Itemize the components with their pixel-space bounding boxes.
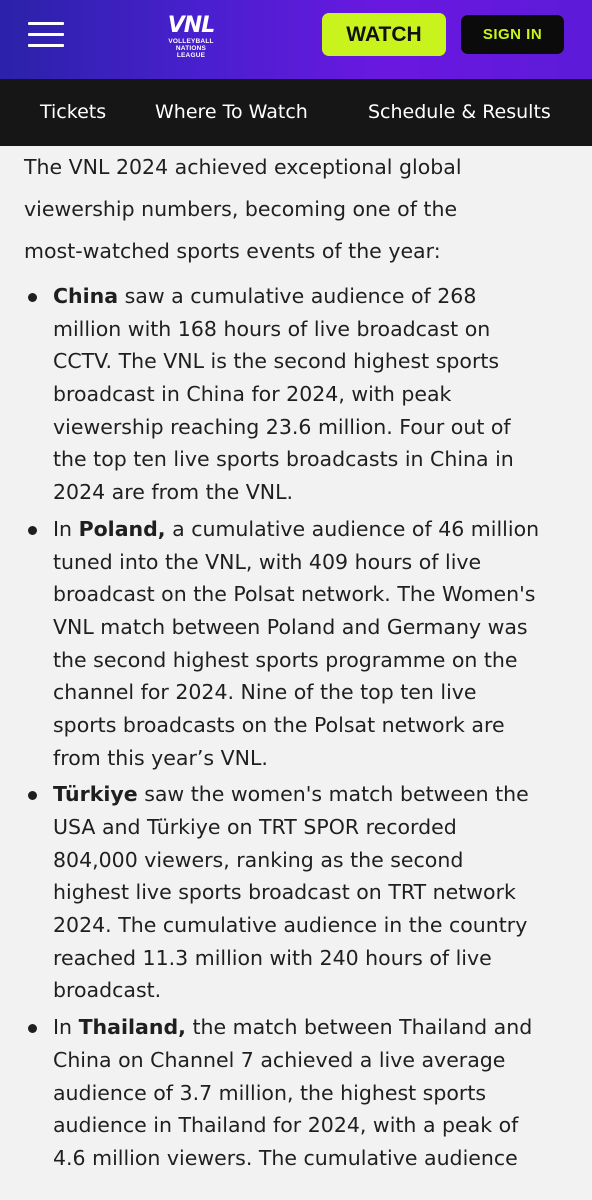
list-item-china [0, 280, 592, 509]
article-content [0, 146, 592, 1200]
list-line: CCTV. The VNL is the second highest sports [53, 349, 500, 374]
viewership-list [0, 280, 592, 1175]
list-line: broadcast in China for 2024, with peak [53, 382, 452, 407]
bullet-dot [28, 1024, 37, 1033]
logo-subtitle-2: NATIONS LEAGUE [175, 45, 207, 59]
list-line: 4.6 million viewers. The cumulative audience [53, 1145, 518, 1170]
country-name: Thailand, [78, 1015, 186, 1040]
main-nav [0, 79, 592, 146]
list-line: saw the women's match between the [137, 782, 529, 807]
country-name: Türkiye [53, 782, 138, 807]
list-line: the match between Thailand and [185, 1015, 533, 1040]
menu-icon[interactable] [28, 22, 64, 48]
nav-item-schedule-results[interactable]: Schedule & Results [368, 101, 551, 123]
list-line: broadcast on the Polsat network. The Women's [53, 582, 536, 607]
bullet-dot [28, 293, 37, 302]
bullet-dot [28, 526, 37, 535]
list-line: the top ten live sports broadcasts in China in [53, 447, 514, 472]
article-intro [24, 146, 592, 272]
list-lead: In [53, 1015, 79, 1040]
watch-button[interactable]: WATCH [322, 13, 446, 56]
country-name: Poland, [78, 516, 166, 541]
nav-item-where-to-watch[interactable]: Where To Watch [155, 101, 308, 123]
list-line: USA and Türkiye on TRT SPOR recorded [53, 815, 457, 839]
list-line: audience of 3.7 million, the highest sports [53, 1080, 487, 1105]
intro-line: viewership numbers, becoming one of the [24, 197, 458, 221]
list-line: saw a cumulative audience of 268 [118, 284, 477, 308]
top-header [0, 0, 592, 79]
country-name: China [53, 284, 119, 308]
list-line: audience in Thailand for 2024, with a peak of [53, 1113, 519, 1138]
list-line: broadcast. [53, 978, 162, 1003]
vnl-logo[interactable] [163, 14, 219, 62]
list-line: a cumulative audience of 46 million [165, 516, 540, 541]
intro-line: most-watched sports events of the year: [24, 239, 441, 263]
list-line: VNL match between Poland and Germany was [53, 614, 528, 639]
sign-in-button[interactable]: SIGN IN [461, 15, 564, 54]
list-line: China on Channel 7 achieved a live average [53, 1047, 506, 1072]
list-line: sports broadcasts on the Polsat network are [53, 712, 505, 737]
list-line: highest live sports broadcast on TRT network [53, 880, 516, 905]
list-line: reached 11.3 million with 240 hours of live [53, 945, 492, 970]
list-line: viewership reaching 23.6 million. Four out of [53, 414, 511, 439]
list-line: million with 168 hours of live broadcast on [53, 316, 491, 341]
list-line: 2024. The cumulative audience in the country [53, 913, 528, 938]
logo-wordmark: VNL [167, 13, 215, 38]
nav-scroll-fade [556, 79, 592, 146]
list-item-thailand [0, 1011, 592, 1174]
list-line: the second highest sports programme on the [53, 647, 518, 672]
list-line: 804,000 viewers, ranking as the second [53, 847, 464, 872]
list-item-poland [0, 513, 592, 775]
bullet-dot [28, 791, 37, 800]
list-line: tuned into the VNL, with 409 hours of live [53, 549, 482, 574]
logo-subtitle-1: VOLLEYBALL [168, 38, 214, 45]
list-line: channel for 2024. Nine of the top ten live [53, 680, 477, 705]
nav-item-tickets[interactable]: Tickets [40, 101, 107, 123]
list-line: from this year’s VNL. [53, 745, 268, 770]
list-line: 2024 are from the VNL. [53, 480, 294, 505]
list-item-turkiye [0, 778, 592, 1007]
list-lead: In [53, 516, 79, 541]
intro-line: The VNL 2024 achieved exceptional global [24, 155, 462, 179]
